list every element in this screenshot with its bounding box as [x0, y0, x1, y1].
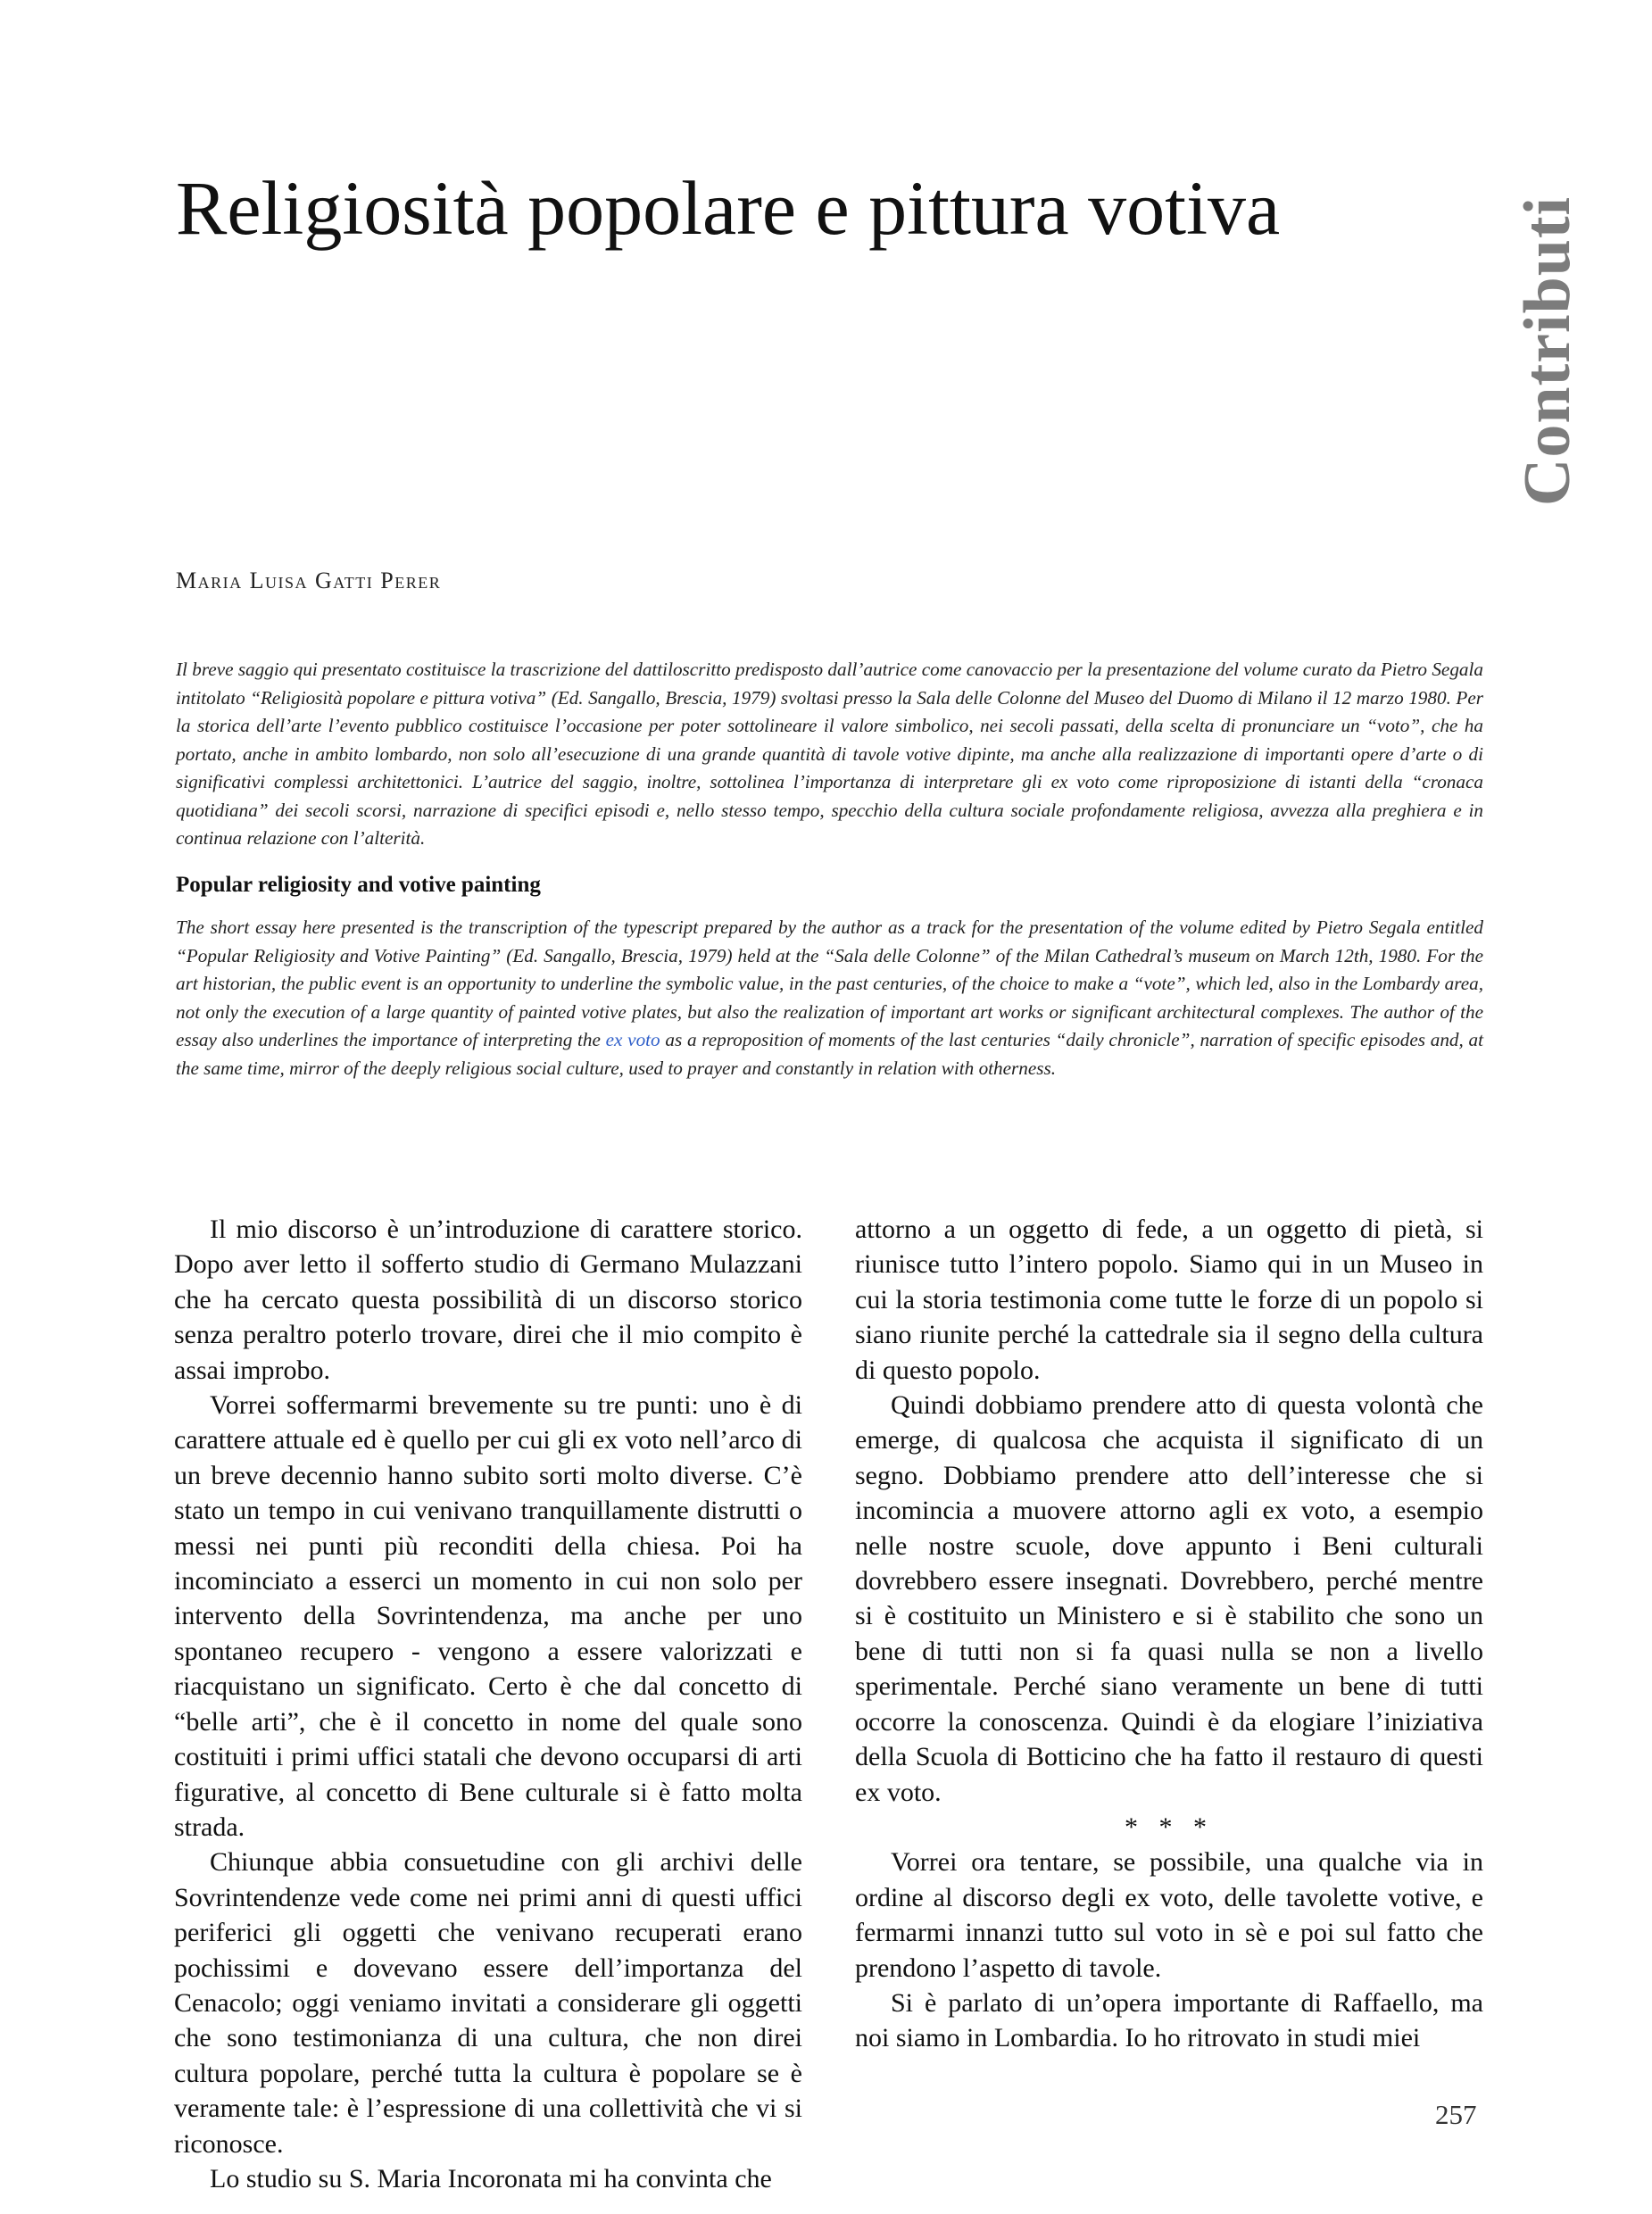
- body-column-left: [174, 1212, 802, 2196]
- section-label-text: Contributi: [1511, 195, 1585, 506]
- paragraph: Chiunque abbia consuetudine con gli archivi delle Sovrintendenze vede come nei primi anni di questi uffici periferici gli oggetti che venivano recuperati erano pochissimi e dovevano essere dell’importanza del Cenacolo; oggi veniamo invitati a considerare gli oggetti che sono testimonianza di una cultura, che non direi cultura popolare, perché tutta la cultura è popolare se è veramente tale: è l’espressione di una collettività che vi si riconosce.: [174, 1847, 802, 2159]
- abstract-english-heading: Popular religiosity and votive painting: [176, 873, 541, 897]
- section-separator: * * *: [1125, 1812, 1214, 1842]
- paragraph: Si è parlato di un’opera importante di Raffaello, ma noi siamo in Lombardia. Io ho ritrovato in studi miei: [855, 1987, 1483, 2053]
- abstract-english-part2: as a reproposition of moments of the last centuries “daily chronicle”, narration of specific episodes and, at the same time, mirror of the deeply religious social culture, used to prayer and constantly in relation with otherness.: [176, 1029, 1484, 1079]
- paragraph: Il mio discorso è un’introduzione di carattere storico. Dopo aver letto il sofferto studio di Germano Mulazzani che ha cercato questa possibilità di un discorso storico senza peraltro poterlo trovare, direi che il mio compito è assai improbo.: [174, 1215, 802, 1385]
- page-number: 257: [1435, 2099, 1477, 2130]
- abstract-english-part1: The short essay here presented is the transcription of the typescript prepared by the author as a track for the presentation of the volume edited by Pietro Segala entitled “Popular Religiosity and Votive Painting” (Ed. Sangallo, Brescia, 1979) held at the “Sala delle Colonne” of the Milan Cathedral’s museum on March 12th, 1980. For the art historian, the public event is an opportunity to underline the symbolic value, in the past centuries, of the choice to make a “vote”, which led, also in the Lombardy area, not only the execution of a large quantity of painted votive plates, but also the realization of important art works or significant architectural complexes. The author of the essay also underlines the importance of interpreting the: [176, 916, 1483, 1050]
- paragraph: Lo studio su S. Maria Incoronata mi ha convinta che: [210, 2163, 772, 2193]
- author-name: Maria Luisa Gatti Perer: [176, 568, 442, 593]
- page-title: Religiosità popolare e pittura votiva: [176, 165, 1281, 251]
- body-column-right: [855, 1212, 1483, 2056]
- section-label: [1490, 195, 1606, 506]
- paragraph: attorno a un oggetto di fede, a un oggetto di pietà, si riunisce tutto l’intero popolo. Siamo qui in un Museo in cui la storia testimonia come tutte le forze di un popolo si siano riunite perché la cattedrale sia il segno della cultura di questo popolo.: [855, 1215, 1483, 1385]
- paragraph: Vorrei ora tentare, se possibile, una qualche via in ordine al discorso degli ex voto, delle tavolette votive, e fermarmi innanzi tutto sul voto in sè e poi sul fatto che prendono l’aspetto di tavole.: [855, 1847, 1483, 1983]
- paragraph: Quindi dobbiamo prendere atto di questa volontà che emerge, di qualcosa che acquista il significato di un segno. Dobbiamo prendere atto dell’interesse che si incomincia a muovere attorno agli ex voto, a esempio nelle nostre scuole, dove appunto i Beni culturali dovrebbero essere insegnati. Dovrebbero, perché mentre si è costituito un Ministero e si è stabilito che sono un bene di tutti non si fa quasi nulla se non a livello sperimentale. Perché siano veramente un bene di tutti occorre la conoscenza. Quindi è da elogiare l’iniziativa della Scuola di Botticino che ha fatto il restauro di questi ex voto.: [855, 1390, 1483, 1807]
- abstract-italian: Il breve saggio qui presentato costituisce la trascrizione del dattiloscritto predisposto dall’autrice come canovaccio per la presentazione del volume curato da Pietro Segala intitolato “Religiosità popolare e pittura votiva” (Ed. Sangallo, Brescia, 1979) svoltasi presso la Sala delle Colonne del Museo del Duomo di Milano il 12 marzo 1980. Per la storica dell’arte l’evento pubblico costituisce l’occasione per poter sottolineare il valore simbolico, nei secoli passati, della scelta di pronunciare un “voto”, che ha portato, anche in ambito lombardo, non solo all’esecuzione di una grande quantità di tavole votive dipinte, ma anche alla realizzazione di importanti opere d’arte o di significativi complessi architettonici. L’autrice del saggio, inoltre, sottolinea l’importanza di interpretare gli ex voto come riproposizione di istanti della “cronaca quotidiana” dei secoli scorsi, narrazione di specifici episodi e, nello stesso tempo, specchio della cultura sociale profondamente religiosa, avvezza alla preghiera e in continua relazione con l’alterità.: [176, 659, 1483, 849]
- abstract-english: [176, 914, 1483, 1082]
- paragraph: Vorrei soffermarmi brevemente su tre punti: uno è di carattere attuale ed è quello per cui gli ex voto nell’arco di un breve decennio hanno subito sorti molto diverse. C’è stato un tempo in cui venivano tranquillamente distrutti o messi nei punti più reconditi della chiesa. Poi ha incominciato a esserci un momento in cui non solo per intervento della Sovrintendenza, ma anche per uno spontaneo recupero - vengono a essere valorizzati e riacquistano un significato. Certo è che dal concetto di “belle arti”, che è il concetto in nome del quale sono costituiti i primi uffici statali che devono occuparsi di arti figurative, al concetto di Bene culturale si è fatto molta strada.: [174, 1390, 802, 1842]
- ex-voto-link[interactable]: ex voto: [605, 1029, 660, 1050]
